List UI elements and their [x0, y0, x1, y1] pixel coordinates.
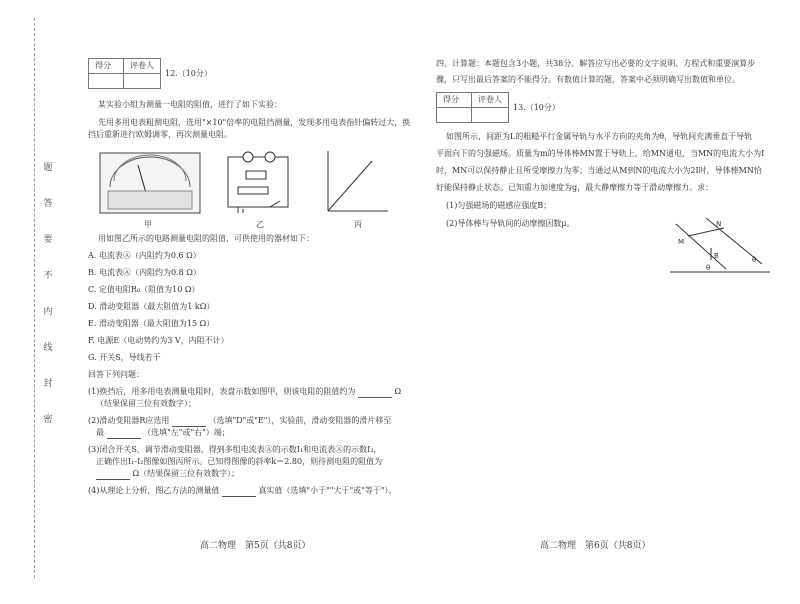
question-2: [88, 415, 408, 427]
q3-line1: (3)闭合开关S，调节滑动变阻器，得到多组电流表Ⓐ的示数I₁和电流表Ⓐ的示数I₂，: [88, 445, 382, 454]
q13-para-4: 好能保持静止状态。已知重力加速度为g，最大静摩擦力等于滑动摩擦力。求：: [436, 183, 714, 192]
binding-char: 不: [43, 271, 53, 281]
figures-svg: [88, 147, 408, 233]
materials-list: [88, 250, 408, 364]
reviewer-label: 评卷人: [472, 93, 509, 108]
q12-intro: 某实验小组为测量一电阻的阻值，进行了如下实验：: [98, 100, 282, 109]
q13-title: 13.（10分）: [513, 102, 560, 112]
q2-answer-blank-2[interactable]: [107, 429, 141, 439]
q1-text: (1)换挡后，用多用电表测量电阻时，表盘示数如图甲，则该电阻的阻值约为: [88, 387, 356, 396]
fig-label-b: B: [714, 252, 719, 260]
q13-header: [436, 92, 781, 123]
material-item: G. 开关S，导线若干: [88, 353, 161, 362]
score-label: 得分: [437, 93, 472, 108]
q4-text-2: 真实值（选填"小于""大于"或"等于"）。: [258, 486, 397, 495]
right-page: [436, 58, 781, 272]
answer-intro: 回答下列问题：: [88, 370, 144, 379]
binding-char: 封: [43, 379, 53, 389]
binding-line: [34, 18, 36, 578]
materials-intro: 用如图乙所示的电路测量电阻的阻值，可供使用的器材如下：: [98, 234, 314, 243]
fig-label-theta-2: θ: [706, 264, 711, 272]
reviewer-label: 评卷人: [124, 59, 161, 74]
circuit-figure: [228, 152, 288, 213]
material-item: E. 滑动变阻器（最大阻值为15 Ω）: [88, 319, 215, 328]
q13-para-1: 如图所示，间距为L的粗糙平行金属导轨与水平方向的夹角为θ，导轨间充满垂直于导轨: [446, 132, 753, 141]
fig-label-yi: 乙: [256, 220, 264, 229]
q2-answer-blank[interactable]: [172, 417, 206, 427]
question-1: [88, 386, 408, 398]
q2-text: (2)滑动变阻器R应选用: [88, 416, 170, 425]
step1-line1: 先用多用电表粗测电阻，选用"×10"倍率的电阻挡测量，发现多用电表指针偏转过大，换: [98, 118, 411, 127]
material-item: D. 滑动变阻器（最大阻值为1 kΩ）: [88, 302, 215, 311]
q12-header: [88, 58, 408, 89]
q2-line2: [88, 427, 408, 439]
material-item: B. 电流表Ⓐ（内阻约为0.8 Ω）: [88, 268, 201, 277]
q1-note: （结果保留三位有效数字）；: [96, 399, 196, 408]
binding-char: 密: [43, 415, 53, 425]
left-footer: 高二物理 第5页（共8页）: [200, 541, 311, 551]
fig-label-theta-1: θ: [752, 256, 757, 264]
q3-answer-blank[interactable]: [96, 470, 130, 480]
binding-char: 线: [43, 343, 53, 353]
q13-para-3: 时，MN可以保持静止且所受摩擦力为零；当通过从M到N的电流大小为2I时，导体棒MN恰: [436, 166, 762, 175]
right-footer: 高二物理 第6页（共8页）: [540, 541, 651, 551]
left-page: [88, 58, 411, 497]
q3-line3: [88, 468, 408, 480]
material-item: A. 电流表Ⓐ（内阻约为0.6 Ω）: [88, 251, 201, 260]
q12-title: 12.（10分）: [165, 68, 212, 78]
q4-text: (4)从理论上分析，图乙方法的测量值: [88, 486, 220, 495]
q1-answer-blank[interactable]: [358, 388, 392, 398]
reviewer-cell: [472, 108, 509, 123]
binding-warning: [40, 160, 56, 428]
material-item: F. 电源E（电动势约为3 V，内阻不计）: [88, 336, 229, 345]
score-cell: [437, 108, 472, 123]
fig-label-jia: 甲: [144, 220, 152, 229]
reviewer-cell: [124, 74, 161, 89]
q13-sub-2: (2)导体棒与导轨间的动摩擦因数μ。: [446, 219, 575, 228]
binding-char: 内: [43, 307, 53, 317]
calc-instructions-1: 四、计算题：本题包含3小题，共38分。解答应写出必要的文字说明、方程式和重要演算步: [436, 59, 756, 68]
q2-text-2: （选填"D"或"E"），实验前，滑动变阻器的滑片移至: [208, 416, 392, 425]
q2-text-4: （选填"左"或"右"）端；: [143, 428, 230, 437]
q4-answer-blank[interactable]: [222, 487, 256, 497]
fig-label-m: M: [678, 238, 685, 246]
binding-char: 题: [43, 163, 53, 173]
graph-figure: [328, 151, 388, 211]
fig-label-bing: 丙: [354, 220, 362, 229]
q3-line2: 正确作出I₁-I₂图像如图丙所示。已知得图像的斜率k＝2.80，则待测电阻的阻值为: [96, 457, 383, 466]
binding-char: 要: [43, 235, 53, 245]
q1-unit: Ω: [394, 387, 402, 396]
score-box: [88, 58, 161, 89]
incline-figure: [666, 214, 776, 284]
calc-instructions-2: 骤，只写出最后答案的不能得分。有数值计算的题，答案中必须明确写出数值和单位。: [436, 75, 740, 84]
multimeter-figure: [100, 153, 200, 213]
score-cell: [89, 74, 124, 89]
q13-para-2: 平面向下的匀强磁场。质量为m的导体棒MN置于导轨上，给MN通电，当MN的电流大小为I: [436, 149, 765, 158]
score-box: [436, 92, 509, 123]
step1-line2: 挡后重新进行欧姆调零，再次测量电阻。: [88, 130, 232, 139]
figure-row: [88, 147, 408, 233]
material-item: C. 定值电阻R₀（阻值为10 Ω）: [88, 285, 200, 294]
q13-sub-1: (1)匀强磁场的磁感应强度B；: [446, 201, 552, 210]
question-4: [88, 485, 408, 497]
fig-label-n: N: [716, 220, 722, 228]
score-label: 得分: [89, 59, 124, 74]
q2-text-3: 最: [96, 428, 104, 437]
binding-char: 答: [43, 199, 53, 209]
q3-text: Ω（结果保留三位有效数字）；: [132, 469, 240, 478]
